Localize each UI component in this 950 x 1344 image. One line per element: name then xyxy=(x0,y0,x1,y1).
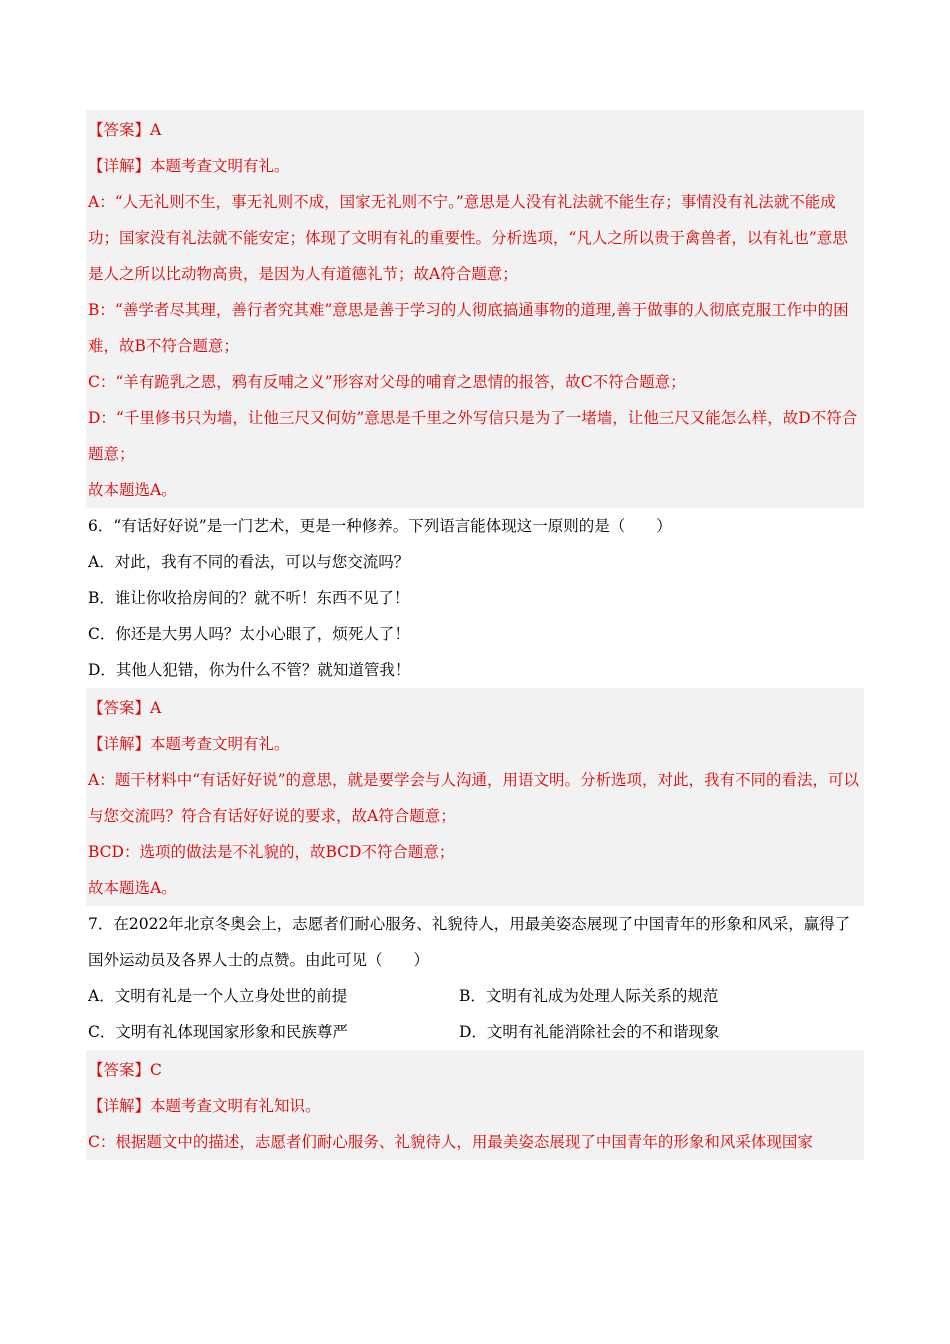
options-row-2 xyxy=(86,1014,864,1050)
analysis-c: C：“羊有跪乳之恩，鸦有反哺之义”形容对父母的哺育之恩情的报答，故C不符合题意； xyxy=(88,373,686,391)
option-c: C．文明有礼体现国家形象和民族尊严 xyxy=(88,1023,348,1041)
option-d: D．文明有礼能消除社会的不和谐现象 xyxy=(459,1023,720,1041)
option-a: A．文明有礼是一个人立身处世的前提 xyxy=(88,987,348,1005)
document-body xyxy=(86,110,864,1160)
question-7 xyxy=(86,906,864,1050)
option-a: A．对此，我有不同的看法，可以与您交流吗？ xyxy=(88,553,410,571)
answer-box-q7 xyxy=(86,1050,864,1160)
detail-label: 【详解】本题考查文明有礼。 xyxy=(88,735,290,753)
question-stem: 7．在2022年北京冬奥会上，志愿者们耐心服务、礼貌待人，用最美姿态展现了中国青年的形象和风采，赢得了国外运动员及各界人士的点赞。由此可见（ ） xyxy=(88,915,851,969)
conclusion: 故本题选A。 xyxy=(88,879,177,897)
option-d: D．其他人犯错，你为什么不管？就知道管我！ xyxy=(88,661,411,679)
answer-box-q5 xyxy=(86,110,864,508)
answer-label: 【答案】C xyxy=(88,1061,162,1079)
analysis-c: C：根据题文中的描述，志愿者们耐心服务、礼貌待人，用最美姿态展现了中国青年的形象和风采体现国家 xyxy=(88,1133,813,1151)
answer-box-q6 xyxy=(86,688,864,906)
options-row-1 xyxy=(86,978,864,1014)
analysis-b: B：“善学者尽其理，善行者究其难”意思是善于学习的人彻底搞通事物的道理,善于做事的人彻底克服工作中的困难，故B不符合题意； xyxy=(88,301,849,355)
option-b: B．文明有礼成为处理人际关系的规范 xyxy=(459,987,719,1005)
analysis-a: A：题干材料中“有话好好说”的意思，就是要学会与人沟通，用语文明。分析选项，对此，我有不同的看法，可以与您交流吗？符合有话好好说的要求，故A符合题意； xyxy=(88,771,860,825)
option-c: C．你还是大男人吗？太小心眼了，烦死人了！ xyxy=(88,625,410,643)
answer-label: 【答案】A xyxy=(88,121,162,139)
question-6 xyxy=(86,508,864,688)
analysis-d: D：“千里修书只为墙，让他三尺又何妨”意思是千里之外写信只是为了一堵墙，让他三尺又能怎么样，故D不符合题意； xyxy=(88,409,858,463)
detail-label: 【详解】本题考查文明有礼知识。 xyxy=(88,1097,321,1115)
conclusion: 故本题选A。 xyxy=(88,481,177,499)
analysis-bcd: BCD：选项的做法是不礼貌的，故BCD不符合题意； xyxy=(88,843,455,861)
analysis-a: A：“人无礼则不生，事无礼则不成，国家无礼则不宁。”意思是人没有礼法就不能生存；事情没有礼法就不能成功；国家没有礼法就不能安定；体现了文明有礼的重要性。分析选项，“凡人之所以贵于禽兽者，以有礼也”意思是人之所以比动物高贵，是因为人有道德礼节；故A符合题意； xyxy=(88,193,848,283)
question-stem: 6．“有话好好说”是一门艺术，更是一种修养。下列语言能体现这一原则的是（ ） xyxy=(88,517,672,535)
option-b: B．谁让你收拾房间的？就不听！东西不见了！ xyxy=(88,589,410,607)
detail-label: 【详解】本题考查文明有礼。 xyxy=(88,157,290,175)
answer-label: 【答案】A xyxy=(88,699,162,717)
